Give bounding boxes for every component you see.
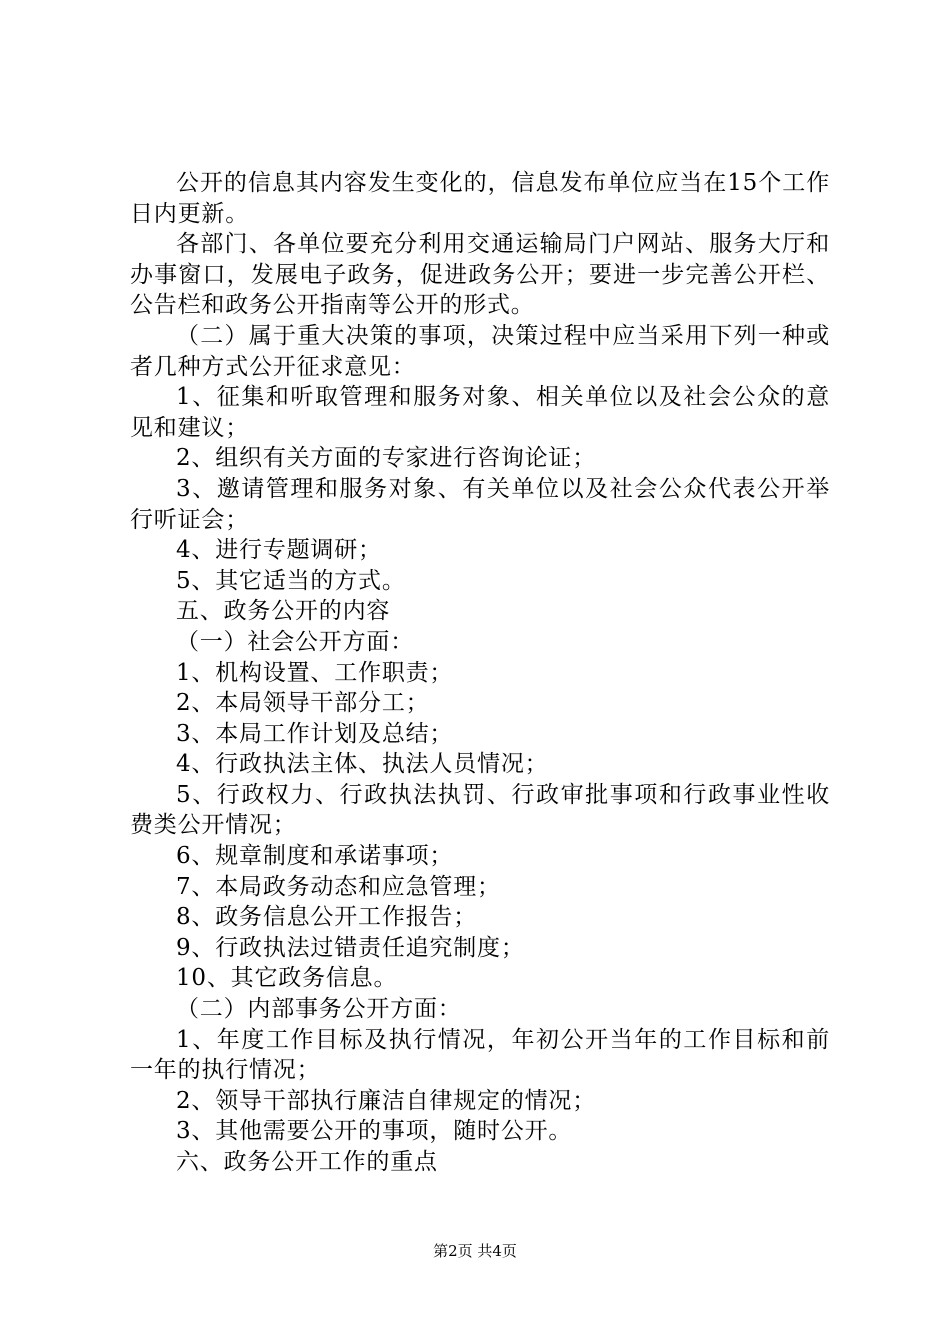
paragraph-16: 6、规章制度和承诺事项； — [176, 843, 454, 870]
paragraph-11: 1、机构设置、工作职责； — [176, 659, 454, 686]
paragraph-13: 3、本局工作计划及总结； — [176, 720, 454, 747]
paragraph-4: 1、征集和听取管理和服务对象、相关单位以及社会公众的意见和建议； — [130, 384, 830, 441]
paragraph-18: 8、政务信息公开工作报告； — [176, 904, 478, 931]
paragraph-7: 4、进行专题调研； — [176, 537, 382, 564]
paragraph-19: 9、行政执法过错责任追究制度； — [176, 934, 525, 961]
paragraph-17: 7、本局政务动态和应急管理； — [176, 873, 501, 900]
paragraph-6: 3、邀请管理和服务对象、有关单位以及社会公众代表公开举行听证会； — [130, 475, 830, 533]
paragraph-3: （二）属于重大决策的事项，决策过程中应当采用下列一种或者几种方式公开征求意见： — [130, 322, 830, 380]
page-footer: 第2页 共4页 — [433, 1242, 517, 1260]
section-heading-6: 六、政务公开工作的重点 — [176, 1149, 438, 1175]
paragraph-23: 2、领导干部执行廉洁自律规定的情况； — [176, 1087, 597, 1114]
document-body — [130, 168, 830, 1178]
paragraph-24: 3、其他需要公开的事项，随时公开。 — [176, 1118, 573, 1145]
paragraph-8: 5、其它适当的方式。 — [176, 567, 406, 594]
paragraph-5: 2、组织有关方面的专家进行咨询论证； — [176, 445, 597, 472]
paragraph-2: 各部门、各单位要充分利用交通运输局门户网站、服务大厅和办事窗口，发展电子政务，促进政务公开；要进一步完善公开栏、公告栏和政务公开指南等公开的形式。 — [130, 231, 830, 319]
paragraph-12: 2、本局领导干部分工； — [176, 690, 430, 717]
subsection-heading-social: （一）社会公开方面： — [176, 628, 414, 655]
subsection-heading-internal: （二）内部事务公开方面： — [176, 996, 462, 1023]
paragraph-1: 公开的信息其内容发生变化的，信息发布单位应当在15个工作日内更新。 — [130, 170, 830, 227]
paragraph-14: 4、行政执法主体、执法人员情况； — [176, 751, 549, 778]
paragraph-20: 10、其它政务信息。 — [176, 965, 398, 992]
paragraph-22: 1、年度工作目标及执行情况，年初公开当年的工作目标和前一年的执行情况； — [130, 1026, 830, 1084]
paragraph-15: 5、行政权力、行政执法执罚、行政审批事项和行政事业性收费类公开情况； — [130, 781, 830, 839]
section-heading-5: 五、政务公开的内容 — [176, 598, 391, 625]
